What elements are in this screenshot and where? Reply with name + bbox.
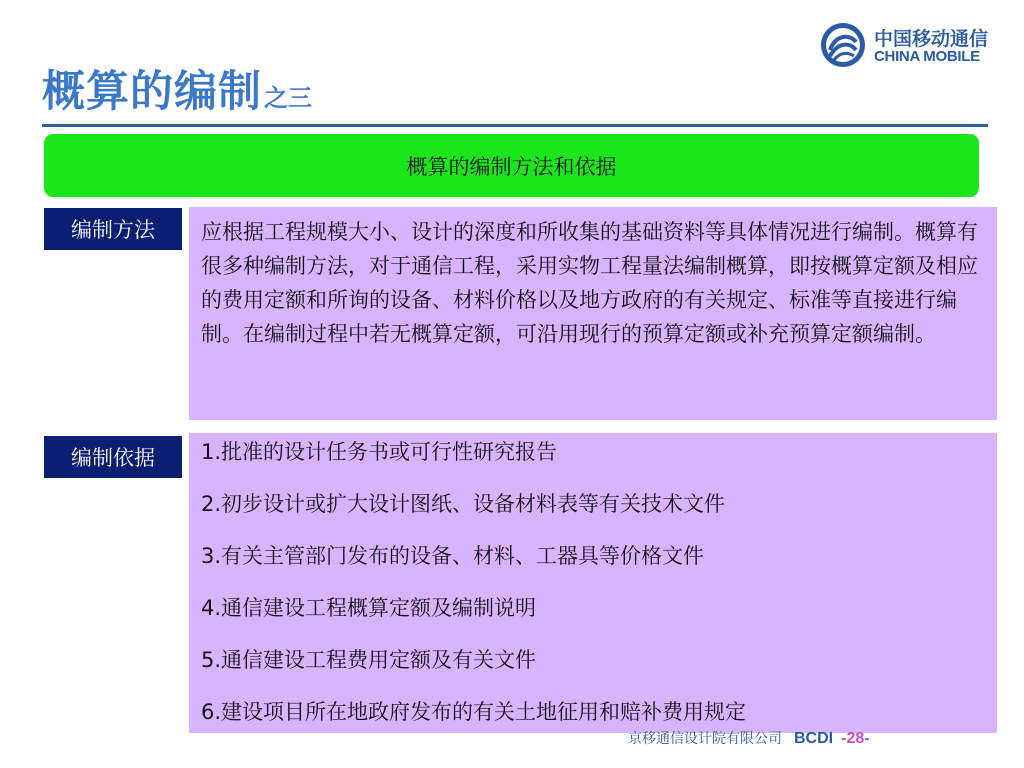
basis-item-text: 初步设计或扩大设计图纸、设备材料表等有关技术文件 xyxy=(221,492,726,516)
basis-list-box xyxy=(189,433,997,733)
slide-title-suffix: 之三 xyxy=(264,84,312,112)
basis-item-6 xyxy=(201,699,983,725)
basis-item-text: 通信建设工程费用定额及有关文件 xyxy=(221,648,537,672)
slide-footer xyxy=(628,728,988,750)
slide-title xyxy=(42,58,312,119)
basis-item-text: 有关主管部门发布的设备、材料、工器具等价格文件 xyxy=(221,544,705,568)
method-label: 编制方法 xyxy=(44,208,182,250)
basis-item-number: 1. xyxy=(201,440,222,464)
basis-item-3 xyxy=(201,543,983,569)
basis-item-number: 4. xyxy=(201,596,222,620)
basis-item-text: 批准的设计任务书或可行性研究报告 xyxy=(221,440,558,464)
china-mobile-logo xyxy=(818,20,998,70)
slide-title-main: 概算的编制 xyxy=(42,67,262,117)
basis-item-number: 3. xyxy=(201,544,222,568)
logo-cn-text: 中国移动通信 xyxy=(874,28,989,50)
basis-item-4 xyxy=(201,595,983,621)
method-text-box xyxy=(189,207,997,420)
method-text: 应根据工程规模大小、设计的深度和所收集的基础资料等具体情况进行编制。概算有很多种编制方法，对于通信工程，采用实物工程量法编制概算，即按概算定额及相应的费用定额和所询的设备、材料价格以及地方政府的有关规定、标准等直接进行编制。在编制过程中若无概算定额，可沿用现行的预算定额或补充预算定额编制。 xyxy=(201,220,978,346)
logo-en-text: CHINA MOBILE xyxy=(874,48,980,65)
footer-org: 京移通信设计院有限公司 xyxy=(628,731,782,747)
page-number: -28- xyxy=(841,730,870,747)
basis-item-2 xyxy=(201,491,983,517)
basis-item-5 xyxy=(201,647,983,673)
basis-item-number: 2. xyxy=(201,492,222,516)
footer-brand: BCDI xyxy=(794,730,834,747)
basis-item-text: 通信建设工程概算定额及编制说明 xyxy=(221,596,537,620)
basis-item-number: 6. xyxy=(201,700,222,724)
basis-item-number: 5. xyxy=(201,648,222,672)
title-divider xyxy=(42,124,988,127)
section-banner: 概算的编制方法和依据 xyxy=(44,134,979,197)
basis-item-text: 建设项目所在地政府发布的有关土地征用和赔补费用规定 xyxy=(221,700,747,724)
basis-item-1 xyxy=(201,439,983,465)
basis-label: 编制依据 xyxy=(44,436,182,478)
china-mobile-logo-icon xyxy=(818,20,868,70)
